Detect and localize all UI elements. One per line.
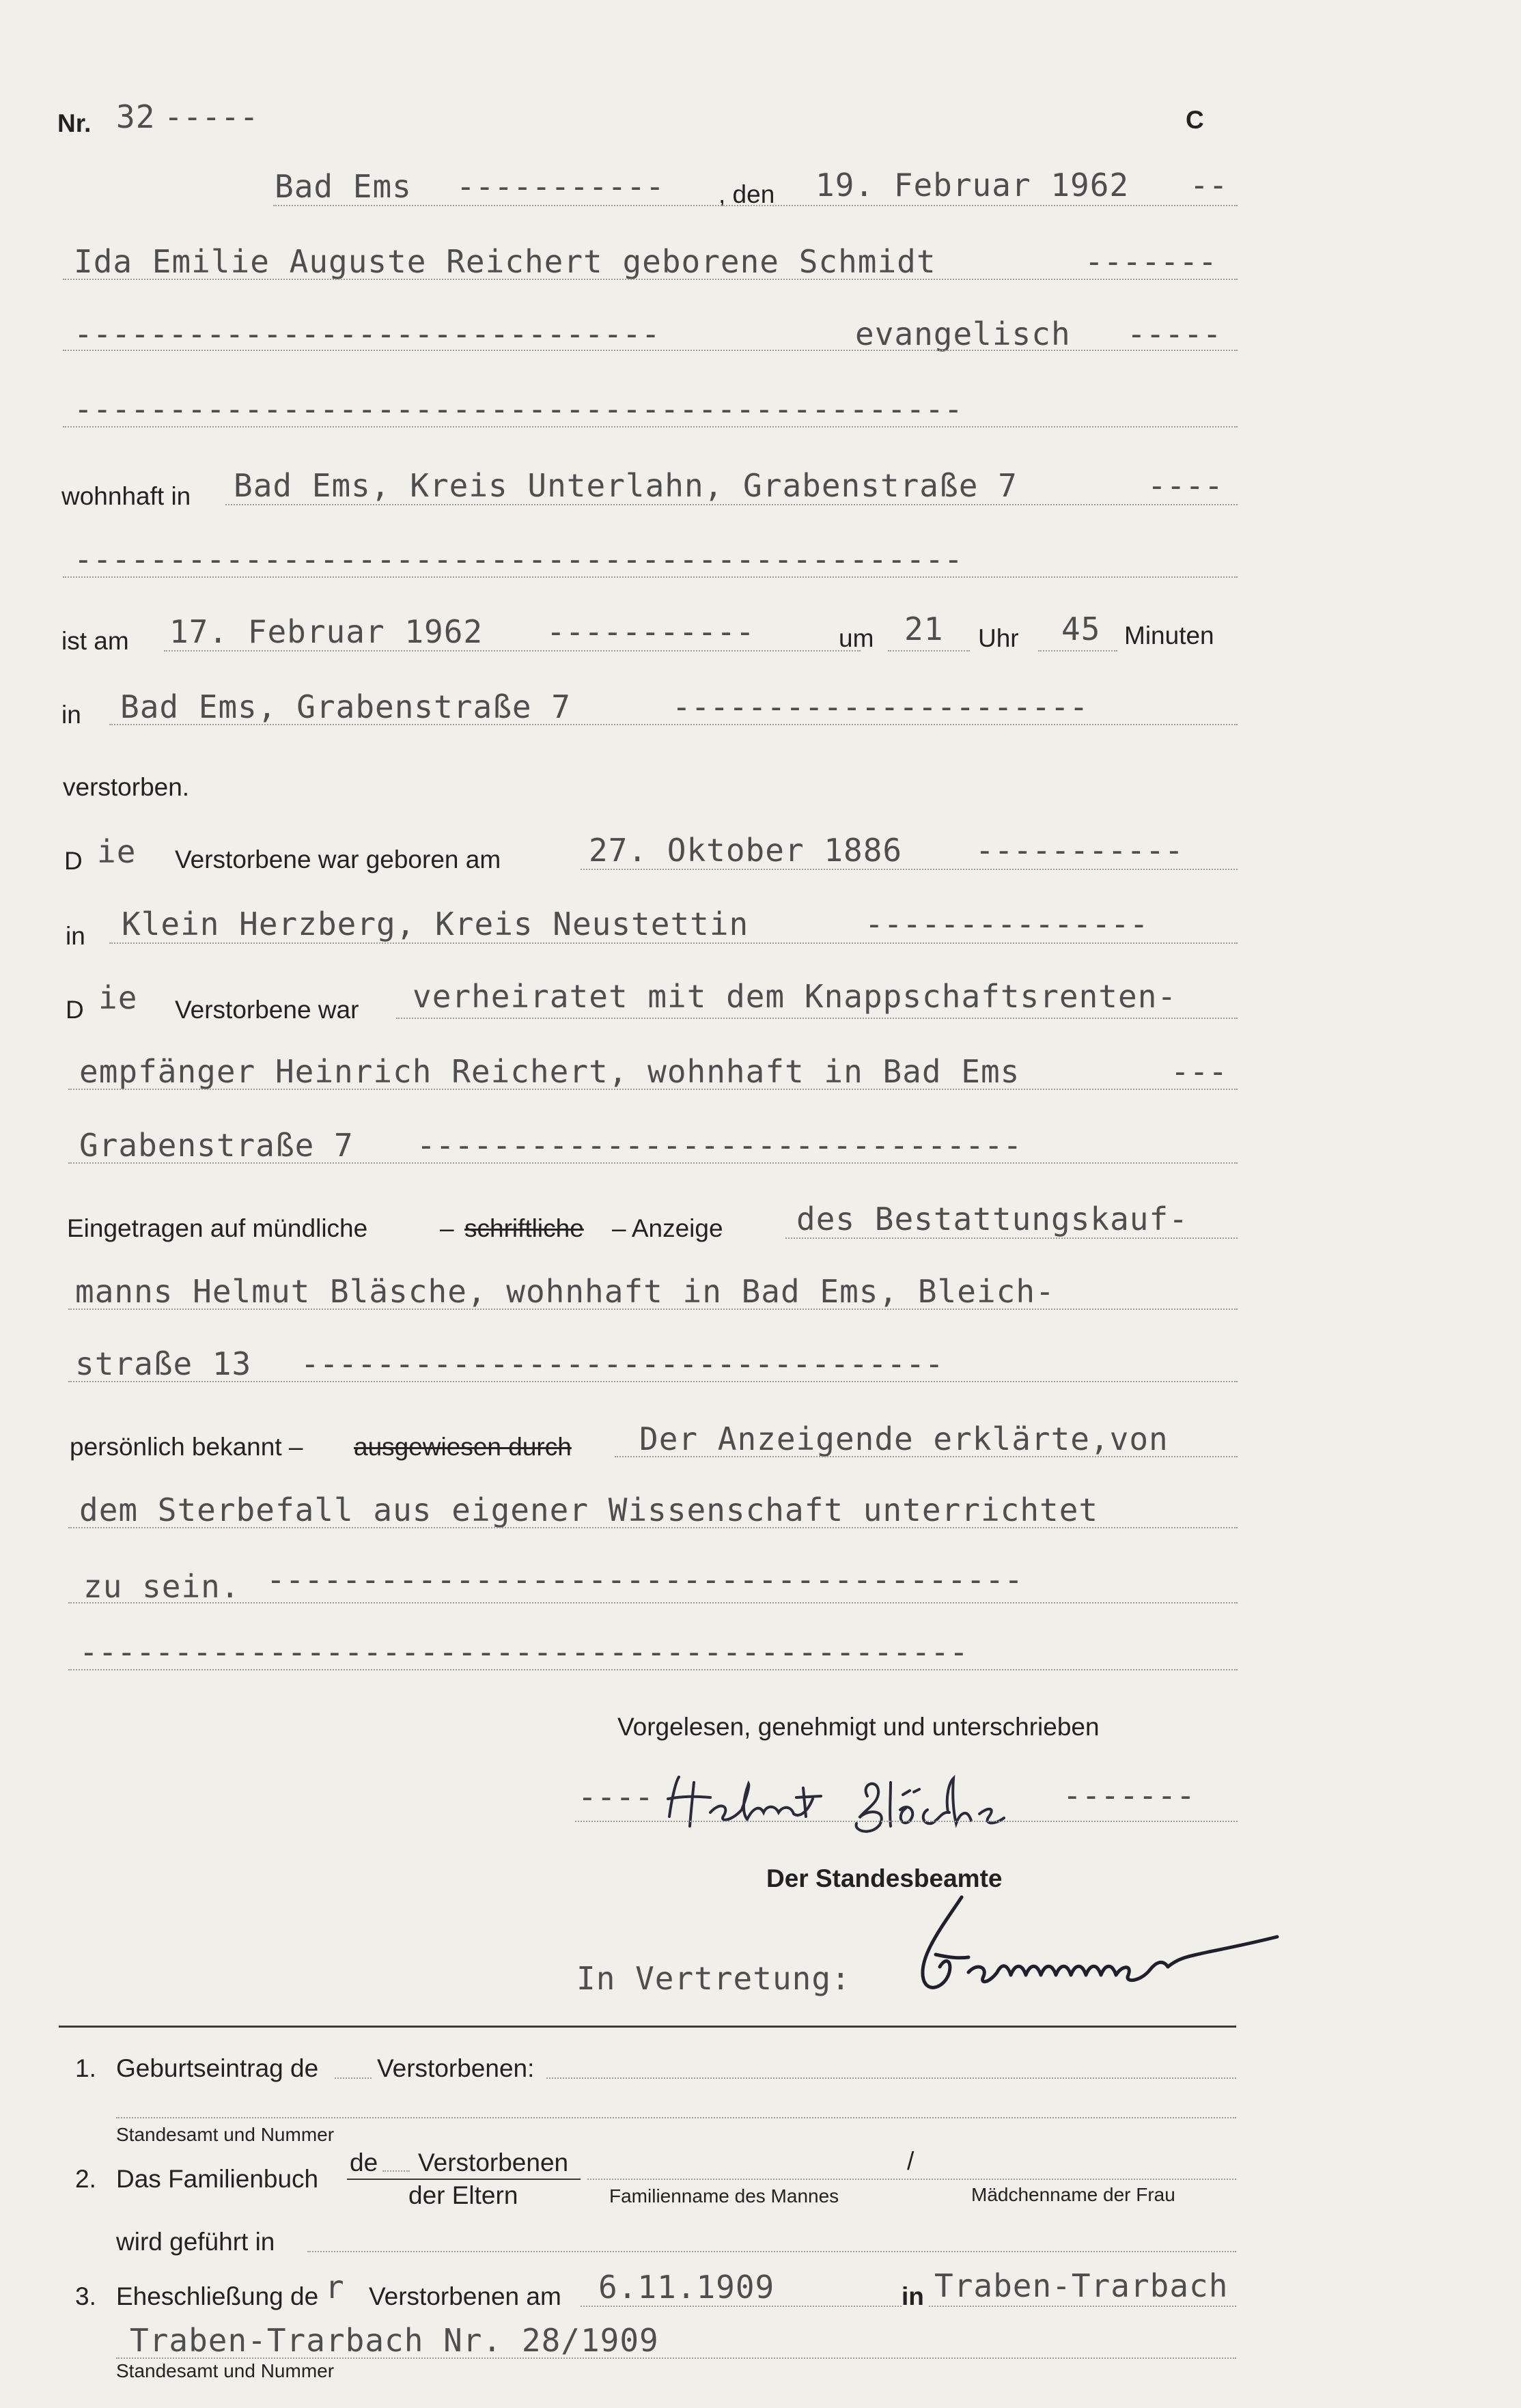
registration-line7-dashes: ----------------------------------------------- [79,1634,968,1670]
item3-in: in [902,2282,924,2310]
item3-label2: Verstorbenen am [369,2282,561,2310]
marriage-date: 6.11.1909 [598,2269,775,2306]
standesbeamte-label: Der Standesbeamte [766,1864,1003,1892]
item2-eltern: der Eltern [408,2181,518,2209]
marriage-register: Traben-Trarbach Nr. 28/1909 [130,2322,659,2359]
marriage-line2: empfänger Heinrich Reichert, wohnhaft in Bad Ems [79,1053,1020,1090]
deceased-name: Ida Emilie Auguste Reichert geborene Schmidt [74,243,936,280]
death-date-dashes: ----------- [546,613,755,650]
death-in-label: in [61,701,81,729]
marriage-line3-dashes: -------------------------------- [417,1127,1022,1164]
registration-line3: straße 13 [75,1345,252,1382]
birth-place-line [109,942,1238,944]
registration-place-dashes: ----------- [456,168,665,205]
blank-line-dashes: ----------------------------------------------- [74,391,963,428]
religion-dashes: ----- [1127,316,1222,352]
item2-fraction-line [347,2179,581,2180]
item2-slash: / [907,2147,915,2175]
registration-line4: Der Anzeigende erklärte,von [639,1420,1169,1457]
item3-place-line [929,2306,1236,2307]
registration-line7-dots [68,1669,1238,1670]
death-place: Bad Ems, Grabenstraße 7 [120,688,571,725]
item2-number: 2. [75,2165,96,2193]
death-date-line [164,650,861,652]
birth-date: 27. Oktober 1886 [589,832,903,869]
maedchenname-label: Mädchenname der Frau [971,2184,1175,2205]
death-date: 17. Februar 1962 [169,613,484,650]
marriage-d-suffix: ie [98,979,138,1016]
item2-de: de [350,2148,378,2176]
item1-label2: Verstorbenen: [377,2054,535,2082]
deceased-name-dashes: ------- [1085,243,1217,280]
register-letter: C [1186,106,1204,134]
eingetragen-label: Eingetragen auf mündliche [67,1214,368,1242]
blank-line [63,426,1238,428]
standesamt-label-2: Standesamt und Nummer [116,2360,335,2381]
registrant-signature [662,1769,1072,1844]
religion-leading-dashes: ------------------------------- [74,316,660,352]
marriage-label: Verstorbene war [175,996,359,1024]
signature-dashes-left: ---- [578,1778,654,1815]
birth-place: Klein Herzberg, Kreis Neustettin [122,906,749,942]
birth-label: Verstorbene war geboren am [175,845,501,873]
religion-line [63,350,1238,351]
item1-de-dots [335,2077,372,2079]
signature-dashes-right: ------- [1063,1777,1195,1814]
nr-label: Nr. [57,109,92,137]
registration-line2-dots [68,1308,1238,1310]
standesamt-label: Standesamt und Nummer [116,2124,335,2145]
official-signature [908,1892,1291,2008]
residence-dashes: ---- [1147,467,1223,504]
footer-divider [59,2026,1236,2028]
death-minutes: 45 [1061,611,1101,647]
entry-number: 32 [116,98,156,135]
registration-line1-dots [785,1237,1238,1239]
registration-line1: des Bestattungskauf- [796,1201,1188,1237]
birth-date-dashes: ----------- [975,832,1184,869]
den-label: , den [718,180,775,208]
marriage-d-label: D [66,996,84,1024]
item2-label: Das Familienbuch [116,2165,319,2193]
verstorben-label: verstorben. [63,773,190,801]
item3-date-line [581,2306,902,2307]
dash-label: – [440,1214,454,1242]
persoenlich-label: persönlich bekannt – [70,1433,303,1461]
registration-line6-dashes: ---------------------------------------- [266,1561,1023,1598]
item2-verstorbenen: Verstorbenen [418,2148,569,2176]
uhr-label: Uhr [978,624,1019,652]
entry-number-dashes: ----- [164,98,259,135]
minuten-label: Minuten [1124,621,1214,649]
residence-line2 [63,576,1238,578]
marriage-line1: verheiratet mit dem Knappschaftsrenten- [413,978,1177,1015]
um-label: um [839,624,874,652]
ausgewiesen-struck: ausgewiesen durch [354,1433,572,1461]
residence-value: Bad Ems, Kreis Unterlahn, Grabenstraße 7 [234,467,1018,504]
ist-am-label: ist am [61,627,129,655]
marriage-place: Traben-Trarbach [934,2267,1229,2304]
registration-line2: manns Helmut Bläsche, wohnhaft in Bad Ems, Bleich- [75,1273,1055,1310]
registration-line6-dots [68,1602,1238,1604]
item1-line2 [116,2117,1236,2118]
marriage-line2-dashes: --- [1171,1053,1228,1090]
death-minutes-line [1038,650,1117,652]
religion: evangelisch [855,316,1071,352]
registration-line6: zu sein. [83,1568,240,1605]
birth-d-suffix: ie [97,833,137,870]
wird-gefuehrt-line [307,2251,1236,2252]
registration-place: Bad Ems [275,168,412,205]
marriage-line3-dots [68,1162,1238,1164]
registration-date-dashes: -- [1190,167,1228,204]
death-place-dashes: ---------------------- [672,688,1089,725]
item2-de-dots [382,2170,410,2172]
item3-suffix: r [325,2269,345,2306]
marriage-line3: Grabenstraße 7 [79,1127,354,1164]
schriftliche-struck: schriftliche [464,1214,584,1242]
item3-register-line [116,2357,1236,2359]
registration-line5: dem Sterbefall aus eigener Wissenschaft unterrichtet [79,1492,1099,1528]
residence-label: wohnhaft in [61,482,191,510]
vorgelesen-label: Vorgelesen, genehmigt und unterschrieben [617,1713,1100,1741]
residence-line2-dashes: ----------------------------------------------- [74,541,963,578]
item2-line [587,2179,1236,2180]
birth-in-label: in [66,922,85,950]
anzeige-label: – Anzeige [612,1214,723,1242]
signature-line [575,1821,1238,1822]
death-place-line [109,724,1238,725]
birth-d-label: D [64,847,83,875]
in-vertretung-label: In Vertretung: [576,1960,851,1997]
death-hour-line [888,650,970,652]
marriage-line2-dots [68,1089,1238,1090]
familienname-label: Familienname des Mannes [609,2185,839,2207]
place-date-line [273,205,1238,206]
item3-number: 3. [75,2282,96,2310]
item1-number: 1. [75,2054,96,2082]
death-hour: 21 [904,611,944,647]
marriage-line1-dots [396,1018,1238,1019]
wird-gefuehrt-label: wird geführt in [116,2228,275,2256]
registration-line4-dots [615,1456,1238,1457]
name-line [63,279,1238,280]
item1-line [546,2077,1236,2079]
item3-label: Eheschließung de [116,2282,319,2310]
registration-date: 19. Februar 1962 [815,167,1130,204]
registration-line3-dashes: ---------------------------------- [301,1345,944,1382]
registration-line5-dots [68,1527,1238,1528]
residence-line [225,504,1238,505]
item1-label: Geburtseintrag de [116,2054,319,2082]
birth-date-line [581,869,1238,870]
registration-line3-dots [68,1381,1238,1382]
birth-place-dashes: --------------- [865,906,1149,942]
